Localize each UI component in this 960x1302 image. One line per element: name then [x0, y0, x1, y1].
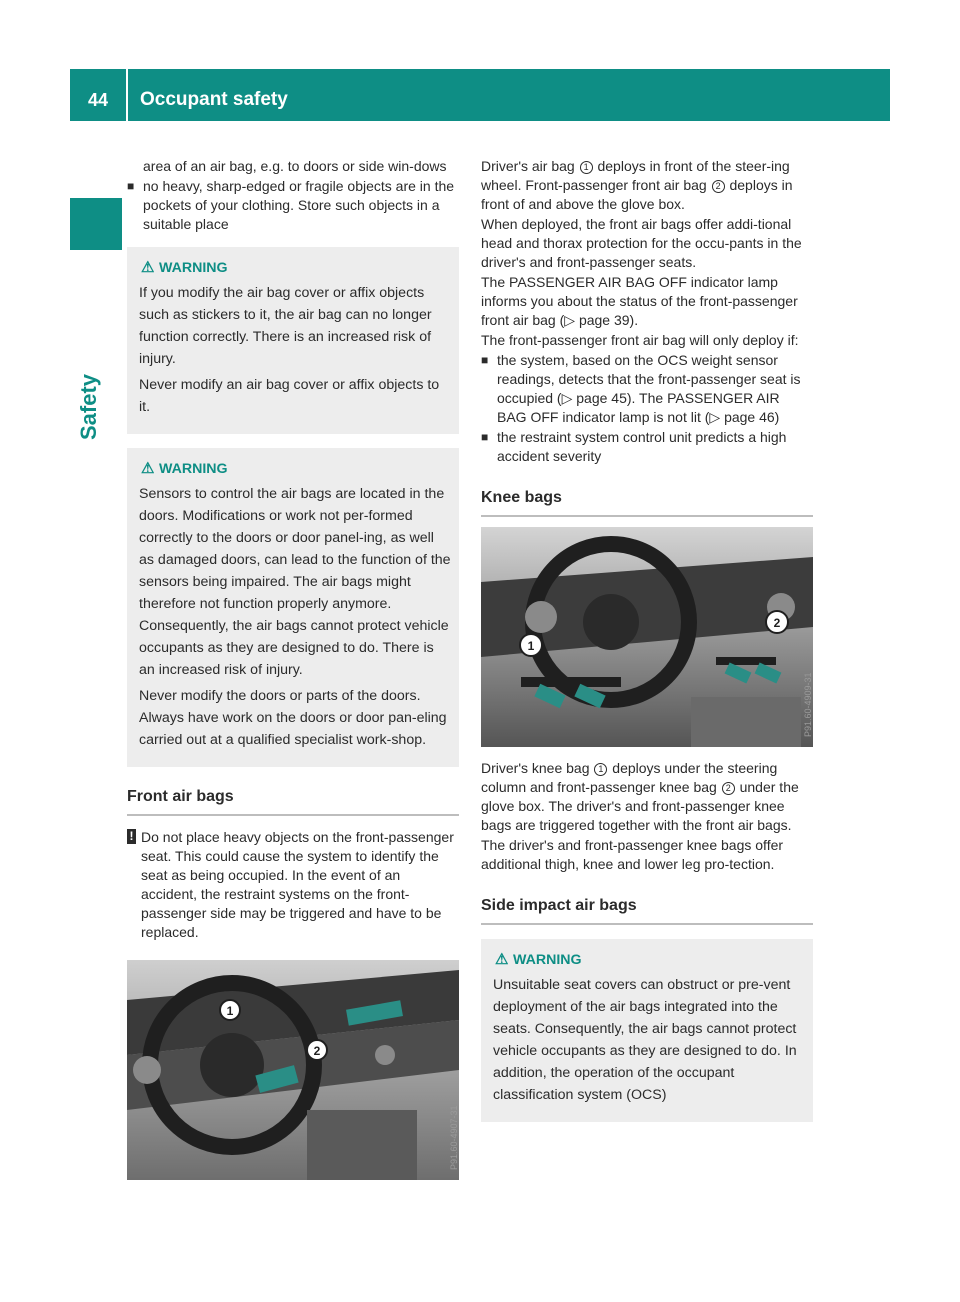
heading-side-impact: Side impact air bags [481, 896, 813, 925]
warning-box-2 [127, 448, 459, 767]
list-item: ■ no heavy, sharp-edged or fragile objects are in the pockets of your clothing. Store such objects in a suitable place [127, 178, 455, 232]
callout-1: 1 [226, 1004, 234, 1018]
caution-icon: ! [127, 829, 136, 844]
callout-1-icon: 1 [594, 763, 607, 776]
page-ref[interactable]: page 39). [578, 312, 639, 328]
page-header [70, 69, 890, 121]
list-item: ■ the restraint system control unit predicts a high accident severity [481, 429, 787, 464]
header-divider [126, 69, 128, 121]
caution-note: ! Do not place heavy objects on the front-passenger seat. This could cause the system to identify the seat as being occupied. In the event of an accident, the restraint systems on the front-passenger side may be triggered and have to be replaced. [127, 828, 459, 942]
warning-icon: ⚠ [141, 259, 155, 276]
knee-bag-illustration [481, 527, 813, 747]
warning-icon: ⚠ [141, 460, 155, 477]
bullet-icon: ■ [481, 353, 489, 367]
page-ref-arrow-icon: ▷ [561, 390, 573, 406]
side-tab-label: Safety [76, 373, 101, 440]
warning-text: Never modify the doors or parts of the doors. Always have work on the doors or door pan-eling carried out at a qualified specialist work-shop. [139, 688, 447, 748]
page-ref-arrow-icon: ▷ [564, 312, 576, 328]
paragraph: When deployed, the front air bags offer addi-tional head and thorax protection for the occu-pants in the driver's and front-passenger seats. [481, 216, 802, 270]
paragraph: The PASSENGER AIR BAG OFF indicator lamp informs you about the status of the front-passenger front air bag (▷ page 39). [481, 274, 798, 328]
paragraph: The driver's and front-passenger knee bags offer additional thigh, knee and lower leg pro-tection. [481, 837, 784, 872]
warning-text: If you modify the air bag cover or affix objects such as stickers to it, the air bag can no longer function correctly. There is an increased risk of injury. [139, 285, 432, 367]
callout-2-icon: 2 [722, 782, 735, 795]
page-number: 44 [87, 90, 109, 110]
side-tab-block [70, 198, 122, 250]
paragraph: Driver's air bag 1 deploys in front of the steer-ing wheel. Front-passenger front air bag 2 deploys in front of and above the glove box. [481, 158, 793, 212]
warning-box-1 [127, 247, 459, 434]
list-item: ■ the system, based on the OCS weight sensor readings, detects that the front-passenger seat is occupied (▷ page 45). The PASSENGER AIR BAG OFF indicator lamp is not lit (▷ page 46) [481, 352, 801, 425]
callout-2-icon: 2 [712, 180, 725, 193]
callout-1: 1 [527, 639, 535, 653]
figure-knee-bags [481, 527, 813, 747]
warning-title: ⚠ WARNING [139, 257, 451, 279]
callout-1-icon: 1 [580, 161, 593, 174]
left-column [127, 157, 459, 1180]
warning-title: ⚠ WARNING [139, 458, 451, 480]
bullet-icon: ■ [481, 430, 489, 444]
figure-code: P91.60-4907-31 [449, 1105, 459, 1170]
heading-front-air-bags: Front air bags [127, 787, 459, 816]
continued-text: area of an air bag, e.g. to doors or side win-dows [143, 158, 447, 174]
warning-icon: ⚠ [495, 951, 509, 968]
callout-2: 2 [313, 1044, 321, 1058]
warning-text: Never modify an air bag cover or affix objects to it. [139, 377, 440, 415]
dashboard-illustration [127, 960, 459, 1180]
figure-front-air-bags [127, 960, 459, 1180]
heading-knee-bags: Knee bags [481, 488, 813, 517]
callout-2: 2 [773, 616, 781, 630]
right-column [481, 157, 813, 1122]
warning-box-3 [481, 939, 813, 1122]
section-title: Occupant safety [140, 89, 288, 110]
paragraph: The front-passenger front air bag will only deploy if: [481, 332, 799, 348]
page-ref-arrow-icon: ▷ [709, 409, 721, 425]
warning-title: ⚠ WARNING [493, 949, 805, 971]
warning-text: Unsuitable seat covers can obstruct or pre-vent deployment of the air bags integrated into the seats. Consequently, the air bags cannot protect vehicle occupants as they are designed to do. In addition, the operation of the occupant classification system (OCS) [493, 977, 797, 1103]
paragraph: Driver's knee bag 1 deploys under the steering column and front-passenger knee bag 2 under the glove box. The driver's and front-passenger knee bags are triggered together with the front air bags. [481, 760, 799, 833]
figure-code: P91.60-4909-31 [803, 672, 813, 737]
bullet-icon: ■ [127, 179, 135, 193]
warning-text: Sensors to control the air bags are located in the doors. Modifications or work not per-formed correctly to the doors or door panel-ing, as well as damaged doors, can lead to the function of the sensors being impaired. The air bags might therefore not function properly anymore. Consequently, the air bags cannot protect vehicle occupants as they are designed to do. There is an increased risk of injury. [139, 486, 451, 678]
